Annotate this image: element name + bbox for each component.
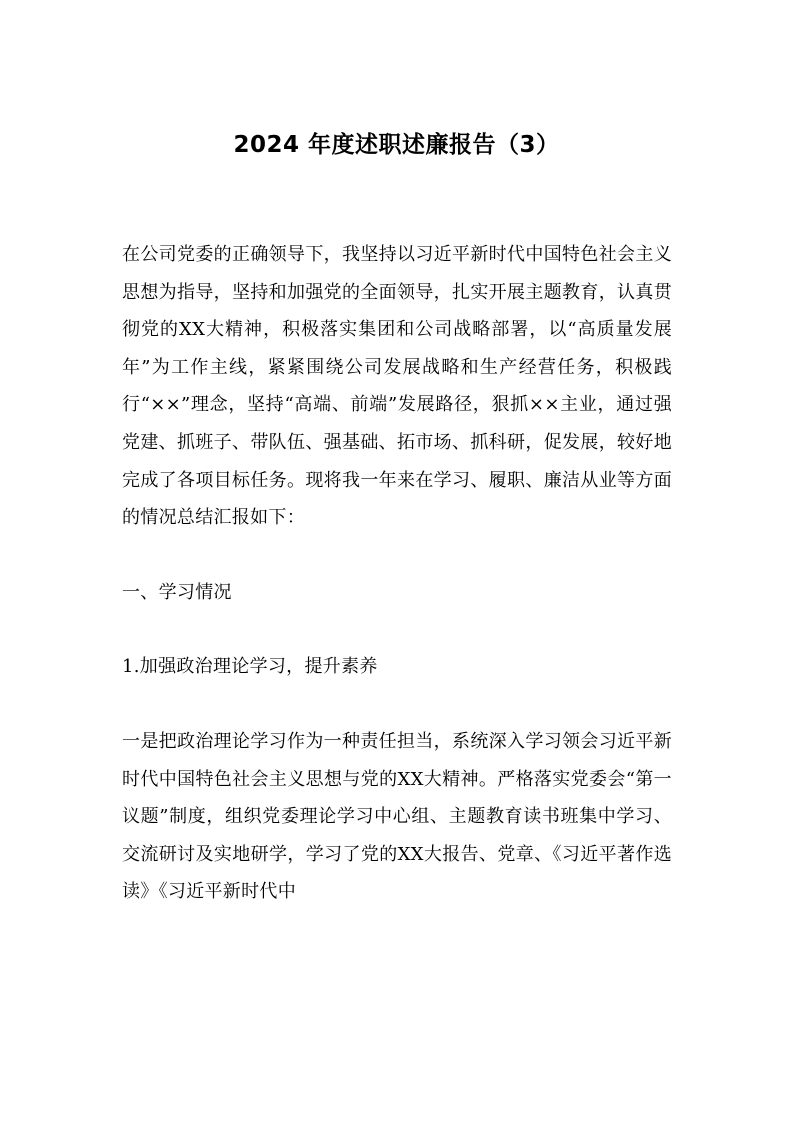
section-heading: 一、学习情况 [122,581,232,603]
subsection-heading: 1.加强政治理论学习，提升素养 [122,656,378,678]
document-body [122,236,672,911]
intro-paragraph: 在公司党委的正确领导下，我坚持以习近平新时代中国特色社会主义思想为指导，坚持和加强党的全面领导，扎实开展主题教育，认真贯彻党的XX大精神，积极落实集团和公司战略部署，以“高质量发展年”为工作主线，紧紧围绕公司发展战略和生产经营任务，积极践行“××”理念，坚持“高端、前端”发展路径，狠抓××主业，通过强党建、抓班子、带队伍、强基础、拓市场、抓科研，促发展，较好地完成了各项目标任务。现将我一年来在学习、履职、廉洁从业等方面的情况总结汇报如下： [122,244,672,529]
document-title: 2024 年度述职述廉报告（3） [233,132,560,158]
body-paragraph: 一是把政治理论学习作为一种责任担当，系统深入学习领会习近平新时代中国特色社会主义思想与党的XX大精神。严格落实党委会“第一议题”制度，组织党委理论学习中心组、主题教育读书班集中学习、交流研讨及实地研学，学习了党的XX大报告、党章、《习近平著作选读》《习近平新时代中 [122,730,672,903]
